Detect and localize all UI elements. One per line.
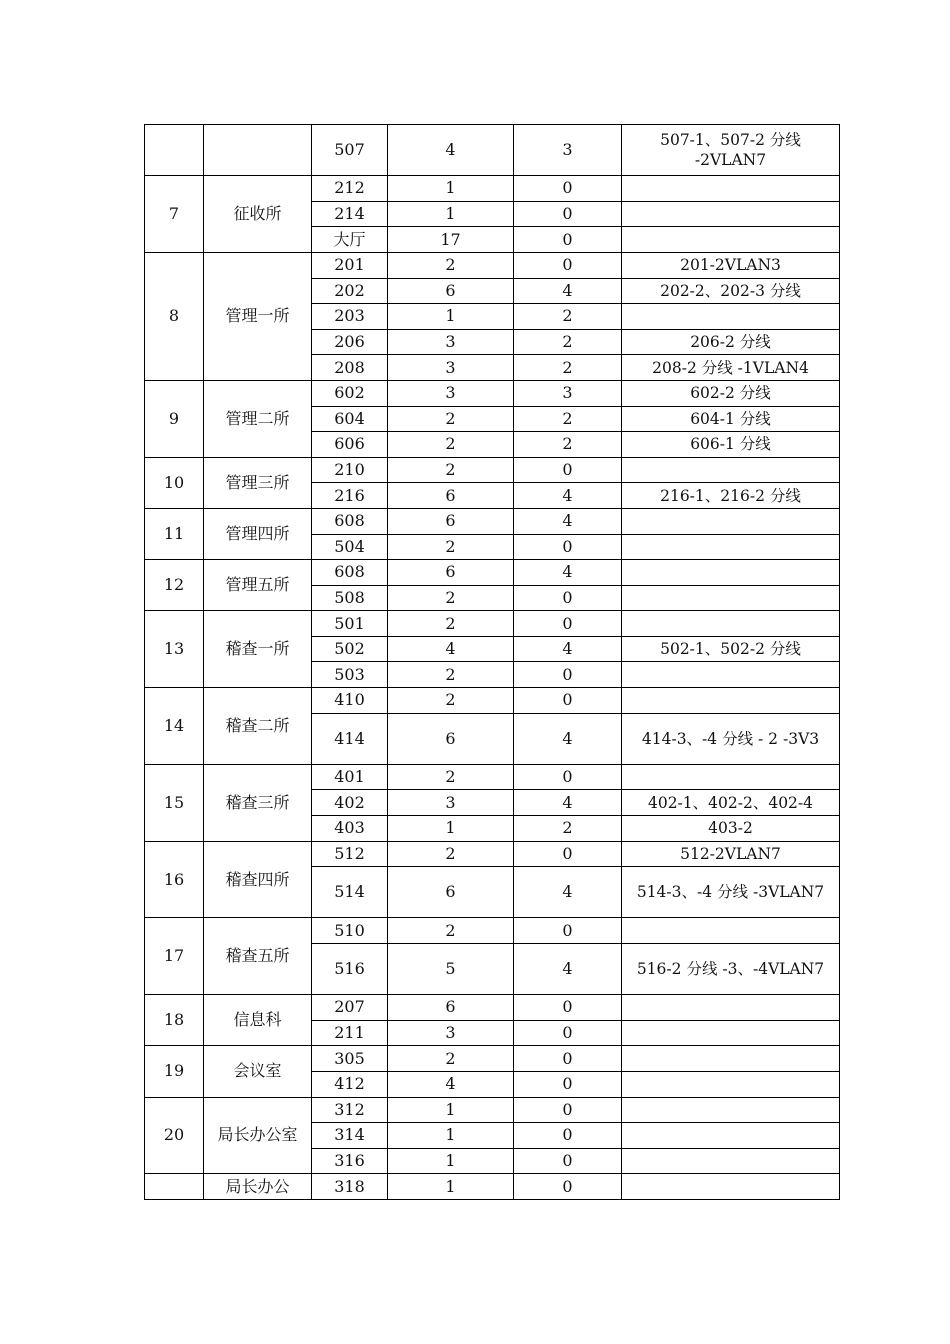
room-number-cell: 401	[312, 764, 388, 790]
extra-count-cell: 4	[514, 508, 622, 534]
extra-count-cell: 0	[514, 1123, 622, 1149]
port-count-cell: 6	[388, 508, 514, 534]
table-row	[145, 125, 840, 176]
port-count-cell: 6	[388, 995, 514, 1021]
note-cell	[622, 995, 840, 1021]
note-cell: 202-2、202-3 分线	[622, 278, 840, 304]
department-cell: 信息科	[204, 995, 312, 1046]
room-number-cell: 608	[312, 560, 388, 586]
room-number-cell: 608	[312, 508, 388, 534]
extra-count-cell: 4	[514, 790, 622, 816]
room-number-cell: 414	[312, 713, 388, 764]
port-count-cell: 3	[388, 790, 514, 816]
port-count-cell: 1	[388, 1148, 514, 1174]
room-number-cell: 206	[312, 329, 388, 355]
note-cell	[622, 1071, 840, 1097]
department-cell: 稽查三所	[204, 764, 312, 841]
department-cell	[204, 125, 312, 176]
table-row	[145, 380, 840, 406]
network-ports-table	[144, 124, 840, 1200]
department-cell: 局长办公室	[204, 1097, 312, 1174]
room-number-cell: 412	[312, 1071, 388, 1097]
extra-count-cell: 4	[514, 483, 622, 509]
room-number-cell: 202	[312, 278, 388, 304]
note-cell	[622, 585, 840, 611]
table-row	[145, 1046, 840, 1072]
table-row	[145, 252, 840, 278]
group-number-cell: 14	[145, 688, 204, 765]
note-cell: 414-3、-4 分线 - 2 -3V3	[622, 713, 840, 764]
room-number-cell: 403	[312, 816, 388, 842]
table-row	[145, 560, 840, 586]
port-count-cell: 6	[388, 278, 514, 304]
room-number-cell: 503	[312, 662, 388, 688]
note-cell: 403-2	[622, 816, 840, 842]
extra-count-cell: 0	[514, 457, 622, 483]
port-count-cell: 2	[388, 841, 514, 867]
note-cell: 507-1、507-2 分线 -2VLAN7	[622, 125, 840, 176]
department-cell: 管理三所	[204, 457, 312, 508]
extra-count-cell: 0	[514, 1071, 622, 1097]
port-count-cell: 4	[388, 1071, 514, 1097]
port-count-cell: 1	[388, 1123, 514, 1149]
extra-count-cell: 0	[514, 764, 622, 790]
extra-count-cell: 0	[514, 1148, 622, 1174]
room-number-cell: 210	[312, 457, 388, 483]
extra-count-cell: 2	[514, 355, 622, 381]
group-number-cell: 10	[145, 457, 204, 508]
note-cell: 201-2VLAN3	[622, 252, 840, 278]
department-cell: 稽查四所	[204, 841, 312, 918]
extra-count-cell: 0	[514, 1046, 622, 1072]
table-row	[145, 176, 840, 202]
extra-count-cell: 0	[514, 176, 622, 202]
extra-count-cell: 2	[514, 816, 622, 842]
group-number-cell: 13	[145, 611, 204, 688]
port-count-cell: 2	[388, 764, 514, 790]
extra-count-cell: 4	[514, 278, 622, 304]
extra-count-cell: 4	[514, 867, 622, 918]
note-cell	[622, 304, 840, 330]
group-number-cell: 9	[145, 380, 204, 457]
group-number-cell: 8	[145, 252, 204, 380]
extra-count-cell: 2	[514, 432, 622, 458]
extra-count-cell: 0	[514, 841, 622, 867]
group-number-cell: 16	[145, 841, 204, 918]
department-cell: 征收所	[204, 176, 312, 253]
port-count-cell: 6	[388, 560, 514, 586]
room-number-cell: 大厅	[312, 227, 388, 253]
department-cell: 稽查五所	[204, 918, 312, 995]
port-count-cell: 2	[388, 432, 514, 458]
note-cell	[622, 1123, 840, 1149]
group-number-cell: 7	[145, 176, 204, 253]
table-row	[145, 1174, 840, 1200]
port-count-cell: 1	[388, 176, 514, 202]
department-cell: 管理一所	[204, 252, 312, 380]
room-number-cell: 512	[312, 841, 388, 867]
note-cell	[622, 764, 840, 790]
note-cell: 216-1、216-2 分线	[622, 483, 840, 509]
note-cell	[622, 534, 840, 560]
note-cell: 512-2VLAN7	[622, 841, 840, 867]
department-cell: 稽查二所	[204, 688, 312, 765]
port-count-cell: 3	[388, 355, 514, 381]
port-count-cell: 6	[388, 483, 514, 509]
table-row	[145, 508, 840, 534]
note-cell: 208-2 分线 -1VLAN4	[622, 355, 840, 381]
port-count-cell: 3	[388, 1020, 514, 1046]
group-number-cell: 11	[145, 508, 204, 559]
note-cell: 516-2 分线 -3、-4VLAN7	[622, 944, 840, 995]
department-cell: 管理四所	[204, 508, 312, 559]
group-number-cell: 15	[145, 764, 204, 841]
extra-count-cell: 0	[514, 585, 622, 611]
port-count-cell: 2	[388, 1046, 514, 1072]
extra-count-cell: 0	[514, 1097, 622, 1123]
note-cell	[622, 918, 840, 944]
note-cell	[622, 1174, 840, 1200]
port-count-cell: 5	[388, 944, 514, 995]
port-count-cell: 4	[388, 636, 514, 662]
port-count-cell: 2	[388, 918, 514, 944]
port-count-cell: 2	[388, 534, 514, 560]
port-count-cell: 1	[388, 1097, 514, 1123]
port-count-cell: 6	[388, 867, 514, 918]
extra-count-cell: 4	[514, 560, 622, 586]
extra-count-cell: 0	[514, 201, 622, 227]
note-cell	[622, 201, 840, 227]
note-cell	[622, 1097, 840, 1123]
room-number-cell: 201	[312, 252, 388, 278]
table-row	[145, 764, 840, 790]
extra-count-cell: 0	[514, 918, 622, 944]
room-number-cell: 211	[312, 1020, 388, 1046]
table-row	[145, 995, 840, 1021]
note-cell: 514-3、-4 分线 -3VLAN7	[622, 867, 840, 918]
extra-count-cell: 0	[514, 662, 622, 688]
group-number-cell: 18	[145, 995, 204, 1046]
port-count-cell: 3	[388, 380, 514, 406]
room-number-cell: 203	[312, 304, 388, 330]
table-row	[145, 457, 840, 483]
room-number-cell: 410	[312, 688, 388, 714]
room-number-cell: 501	[312, 611, 388, 637]
note-cell	[622, 457, 840, 483]
room-number-cell: 208	[312, 355, 388, 381]
note-cell: 602-2 分线	[622, 380, 840, 406]
note-cell	[622, 1020, 840, 1046]
port-count-cell: 1	[388, 304, 514, 330]
extra-count-cell: 3	[514, 380, 622, 406]
group-number-cell: 19	[145, 1046, 204, 1097]
extra-count-cell: 2	[514, 304, 622, 330]
port-count-cell: 2	[388, 457, 514, 483]
note-cell: 206-2 分线	[622, 329, 840, 355]
port-count-cell: 17	[388, 227, 514, 253]
department-cell: 局长办公	[204, 1174, 312, 1200]
extra-count-cell: 2	[514, 406, 622, 432]
note-cell: 604-1 分线	[622, 406, 840, 432]
port-count-cell: 2	[388, 688, 514, 714]
room-number-cell: 514	[312, 867, 388, 918]
group-number-cell: 17	[145, 918, 204, 995]
room-number-cell: 510	[312, 918, 388, 944]
port-count-cell: 1	[388, 201, 514, 227]
extra-count-cell: 0	[514, 688, 622, 714]
room-number-cell: 602	[312, 380, 388, 406]
port-count-cell: 2	[388, 585, 514, 611]
extra-count-cell: 2	[514, 329, 622, 355]
room-number-cell: 504	[312, 534, 388, 560]
room-number-cell: 207	[312, 995, 388, 1021]
table-row	[145, 1097, 840, 1123]
room-number-cell: 314	[312, 1123, 388, 1149]
extra-count-cell: 3	[514, 125, 622, 176]
extra-count-cell: 0	[514, 252, 622, 278]
note-cell	[622, 1046, 840, 1072]
port-count-cell: 2	[388, 611, 514, 637]
note-cell	[622, 227, 840, 253]
note-cell	[622, 688, 840, 714]
room-number-cell: 212	[312, 176, 388, 202]
group-number-cell	[145, 1174, 204, 1200]
table-row	[145, 841, 840, 867]
note-cell	[622, 176, 840, 202]
room-number-cell: 305	[312, 1046, 388, 1072]
port-count-cell: 2	[388, 252, 514, 278]
room-number-cell: 318	[312, 1174, 388, 1200]
extra-count-cell: 4	[514, 713, 622, 764]
table-row	[145, 918, 840, 944]
port-count-cell: 1	[388, 816, 514, 842]
table-row	[145, 688, 840, 714]
room-number-cell: 516	[312, 944, 388, 995]
department-cell: 会议室	[204, 1046, 312, 1097]
extra-count-cell: 4	[514, 944, 622, 995]
room-number-cell: 312	[312, 1097, 388, 1123]
department-cell: 稽查一所	[204, 611, 312, 688]
port-count-cell: 2	[388, 406, 514, 432]
extra-count-cell: 0	[514, 227, 622, 253]
group-number-cell: 12	[145, 560, 204, 611]
table-row	[145, 611, 840, 637]
note-cell: 502-1、502-2 分线	[622, 636, 840, 662]
room-number-cell: 507	[312, 125, 388, 176]
extra-count-cell: 4	[514, 636, 622, 662]
room-number-cell: 316	[312, 1148, 388, 1174]
room-number-cell: 216	[312, 483, 388, 509]
port-count-cell: 3	[388, 329, 514, 355]
group-number-cell: 20	[145, 1097, 204, 1174]
room-number-cell: 604	[312, 406, 388, 432]
extra-count-cell: 0	[514, 534, 622, 560]
note-cell	[622, 611, 840, 637]
extra-count-cell: 0	[514, 1020, 622, 1046]
port-count-cell: 1	[388, 1174, 514, 1200]
department-cell: 管理五所	[204, 560, 312, 611]
note-cell: 606-1 分线	[622, 432, 840, 458]
department-cell: 管理二所	[204, 380, 312, 457]
extra-count-cell: 0	[514, 1174, 622, 1200]
group-number-cell	[145, 125, 204, 176]
port-count-cell: 2	[388, 662, 514, 688]
note-cell	[622, 560, 840, 586]
port-count-cell: 4	[388, 125, 514, 176]
room-number-cell: 214	[312, 201, 388, 227]
room-number-cell: 606	[312, 432, 388, 458]
port-count-cell: 6	[388, 713, 514, 764]
extra-count-cell: 0	[514, 611, 622, 637]
note-cell: 402-1、402-2、402-4	[622, 790, 840, 816]
note-cell	[622, 508, 840, 534]
extra-count-cell: 0	[514, 995, 622, 1021]
note-cell	[622, 662, 840, 688]
note-cell	[622, 1148, 840, 1174]
room-number-cell: 508	[312, 585, 388, 611]
room-number-cell: 502	[312, 636, 388, 662]
table-body	[145, 125, 840, 1200]
room-number-cell: 402	[312, 790, 388, 816]
